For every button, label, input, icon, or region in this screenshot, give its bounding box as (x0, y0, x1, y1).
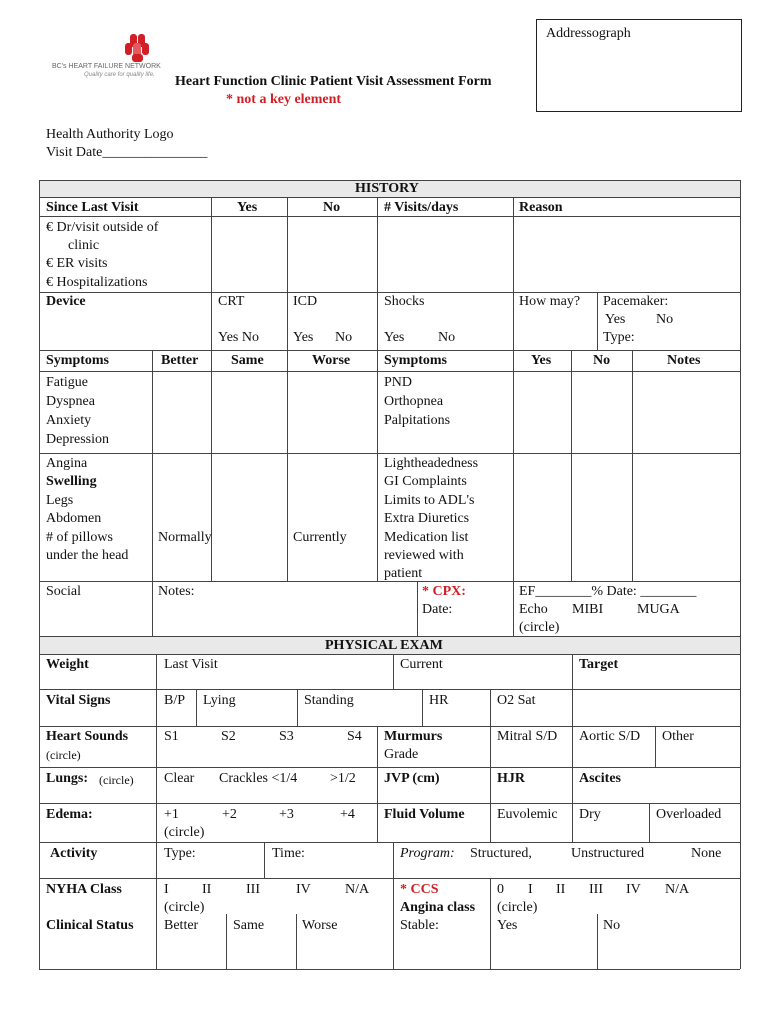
addressograph-label: Addressograph (546, 26, 631, 41)
crt-label: CRT (218, 294, 245, 309)
worse-header: Worse (312, 353, 351, 368)
yes-header: Yes (531, 353, 552, 368)
ccs-option[interactable]: III (589, 882, 603, 897)
same-option[interactable]: Same (233, 918, 265, 933)
standing-label: Standing (304, 693, 354, 708)
symptom-label: PND (384, 375, 413, 390)
symptom-label: GI Complaints (384, 474, 467, 489)
heart-sounds-circle-note: (circle) (46, 748, 81, 762)
lying-label: Lying (203, 693, 236, 708)
logo-text: BC's HEART FAILURE NETWORK (52, 63, 161, 70)
euvolemic-option[interactable]: Euvolemic (497, 807, 558, 822)
jvp-label: JVP (cm) (384, 771, 440, 786)
shocks-yes-option[interactable]: Yes (384, 330, 405, 345)
nyha-option[interactable]: III (246, 882, 260, 897)
bp-label: B/P (164, 693, 186, 708)
shocks-label: Shocks (384, 294, 425, 309)
device-label: Device (46, 294, 86, 309)
notes-header: Notes (667, 353, 701, 368)
symptom-label: under the head (46, 548, 129, 563)
symptom-label: Dyspnea (46, 394, 95, 409)
stable-yes-option[interactable]: Yes (497, 918, 518, 933)
edema-circle-note: (circle) (164, 825, 205, 840)
health-authority-logo-label: Health Authority Logo (46, 127, 174, 142)
crackles-quarter-option[interactable]: Crackles <1/4 (219, 771, 298, 786)
ccs-option[interactable]: 0 (497, 882, 504, 897)
ascites-label: Ascites (579, 771, 621, 786)
shocks-no-option[interactable]: No (438, 330, 456, 345)
better-option[interactable]: Better (164, 918, 199, 933)
grade-label: Grade (384, 747, 419, 762)
symptom-label: Depression (46, 432, 109, 447)
logo-tagline: Quality care for quality life. (84, 72, 155, 78)
form-title: Heart Function Clinic Patient Visit Assessment Form (175, 74, 492, 89)
icd-yes-option[interactable]: Yes (293, 330, 314, 345)
symptom-label: Medication list (384, 530, 469, 545)
history-heading: HISTORY (355, 181, 419, 196)
history-item: € Dr/visit outside of (46, 220, 159, 235)
dry-option[interactable]: Dry (579, 807, 601, 822)
mitral-option[interactable]: Mitral S/D (497, 729, 558, 744)
last-visit-label: Last Visit (164, 657, 218, 672)
s4-option[interactable]: S4 (347, 729, 362, 744)
o2-sat-label: O2 Sat (497, 693, 536, 708)
history-item: clinic (68, 238, 100, 253)
hjr-label: HJR (497, 771, 525, 786)
symptom-label: reviewed with (384, 548, 464, 563)
stable-label: Stable: (400, 918, 439, 933)
current-label: Current (400, 657, 443, 672)
overloaded-option[interactable]: Overloaded (656, 807, 722, 822)
ccs-option[interactable]: II (556, 882, 566, 897)
nyha-option[interactable]: IV (296, 882, 311, 897)
ccs-option[interactable]: IV (626, 882, 641, 897)
history-item: € Hospitalizations (46, 275, 148, 290)
circle-note: (circle) (519, 620, 560, 635)
symptom-label: Legs (46, 493, 74, 508)
same-header: Same (231, 353, 264, 368)
symptom-label: Limits to ADL's (384, 493, 475, 508)
nyha-option[interactable]: N/A (345, 882, 370, 897)
angina-class-label: Angina class (400, 900, 476, 915)
no-header: No (323, 200, 341, 215)
structured-option[interactable]: Structured, (470, 846, 532, 861)
pacemaker-label: Pacemaker: (603, 294, 669, 309)
heart-failure-network-logo (52, 30, 164, 88)
mibi-option[interactable]: MIBI (572, 602, 604, 617)
symptom-label: patient (384, 566, 423, 581)
yes-header: Yes (237, 200, 258, 215)
ccs-option[interactable]: I (528, 882, 533, 897)
ccs-label: * CCS (400, 882, 439, 897)
edema-plus3-option[interactable]: +3 (279, 807, 294, 822)
physical-exam-heading: PHYSICAL EXAM (325, 638, 443, 653)
nyha-class-label: NYHA Class (46, 882, 122, 897)
better-header: Better (161, 353, 199, 368)
stable-no-option[interactable]: No (603, 918, 621, 933)
symptoms-header-right: Symptoms (384, 353, 448, 368)
pacemaker-yes-option[interactable]: Yes (605, 312, 626, 327)
lungs-label: Lungs: (46, 771, 89, 786)
symptom-label: Extra Diuretics (384, 511, 470, 526)
hr-label: HR (429, 693, 449, 708)
murmurs-label: Murmurs (384, 729, 443, 744)
echo-option[interactable]: Echo (519, 602, 548, 617)
activity-label: Activity (50, 846, 98, 861)
history-item: € ER visits (46, 256, 108, 271)
edema-label: Edema: (46, 807, 93, 822)
program-label: Program: (400, 846, 455, 861)
crt-yes-no-option[interactable]: Yes No (218, 330, 259, 345)
aortic-option[interactable]: Aortic S/D (579, 729, 641, 744)
visits-days-header: # Visits/days (384, 200, 459, 215)
pacemaker-no-option[interactable]: No (656, 312, 674, 327)
worse-option[interactable]: Worse (302, 918, 338, 933)
symptom-label: # of pillows (46, 530, 113, 545)
crackles-half-option[interactable]: >1/2 (330, 771, 356, 786)
social-label: Social (46, 584, 81, 599)
lungs-circle-note: (circle) (99, 773, 134, 787)
edema-plus2-option[interactable]: +2 (222, 807, 237, 822)
weight-label: Weight (46, 657, 89, 672)
activity-time-label: Time: (272, 846, 305, 861)
symptom-label: Angina (46, 456, 88, 471)
fluid-volume-label: Fluid Volume (384, 807, 465, 822)
icd-label: ICD (293, 294, 318, 309)
nyha-circle-note: (circle) (164, 900, 205, 915)
ccs-circle-note: (circle) (497, 900, 538, 915)
symptom-label: Fatigue (46, 375, 88, 390)
nyha-option[interactable]: I (164, 882, 169, 897)
reason-header: Reason (519, 200, 563, 215)
activity-type-label: Type: (164, 846, 196, 861)
no-header: No (593, 353, 611, 368)
symptom-label: Anxiety (46, 413, 92, 428)
pillows-normally-label: Normally (158, 530, 212, 545)
cpx-label: * CPX: (422, 584, 466, 599)
unstructured-option[interactable]: Unstructured (571, 846, 645, 861)
symptom-label: Orthopnea (384, 394, 444, 409)
s1-option[interactable]: S1 (164, 729, 179, 744)
other-option[interactable]: Other (662, 729, 694, 744)
vital-signs-label: Vital Signs (46, 693, 111, 708)
symptom-label: Palpitations (384, 413, 451, 428)
symptom-label-swelling: Swelling (46, 474, 97, 489)
icd-no-option[interactable]: No (335, 330, 353, 345)
cpx-date-label: Date: (422, 602, 453, 617)
ccs-option[interactable]: N/A (665, 882, 690, 897)
s3-option[interactable]: S3 (279, 729, 294, 744)
edema-plus1-option[interactable]: +1 (164, 807, 179, 822)
symptoms-header-left: Symptoms (46, 353, 110, 368)
how-many-label: How may? (519, 294, 581, 309)
symptom-label: Abdomen (46, 511, 102, 526)
clinical-status-label: Clinical Status (46, 918, 134, 933)
clear-option[interactable]: Clear (164, 771, 195, 786)
pillows-currently-label: Currently (293, 530, 347, 545)
muga-option[interactable]: MUGA (637, 602, 680, 617)
social-notes-label: Notes: (158, 584, 195, 599)
symptom-label: Lightheadedness (384, 456, 479, 471)
none-option[interactable]: None (691, 846, 722, 861)
visit-date-field[interactable]: Visit Date_______________ (46, 145, 208, 160)
since-last-visit-header: Since Last Visit (46, 200, 139, 215)
edema-plus4-option[interactable]: +4 (340, 807, 355, 822)
pacemaker-type-label: Type: (603, 330, 635, 345)
nyha-option[interactable]: II (202, 882, 212, 897)
s2-option[interactable]: S2 (221, 729, 236, 744)
ef-field[interactable]: EF________% Date: ________ (519, 584, 697, 599)
form-subtitle: * not a key element (226, 92, 342, 107)
target-label: Target (579, 657, 619, 672)
heart-sounds-label: Heart Sounds (46, 729, 129, 744)
